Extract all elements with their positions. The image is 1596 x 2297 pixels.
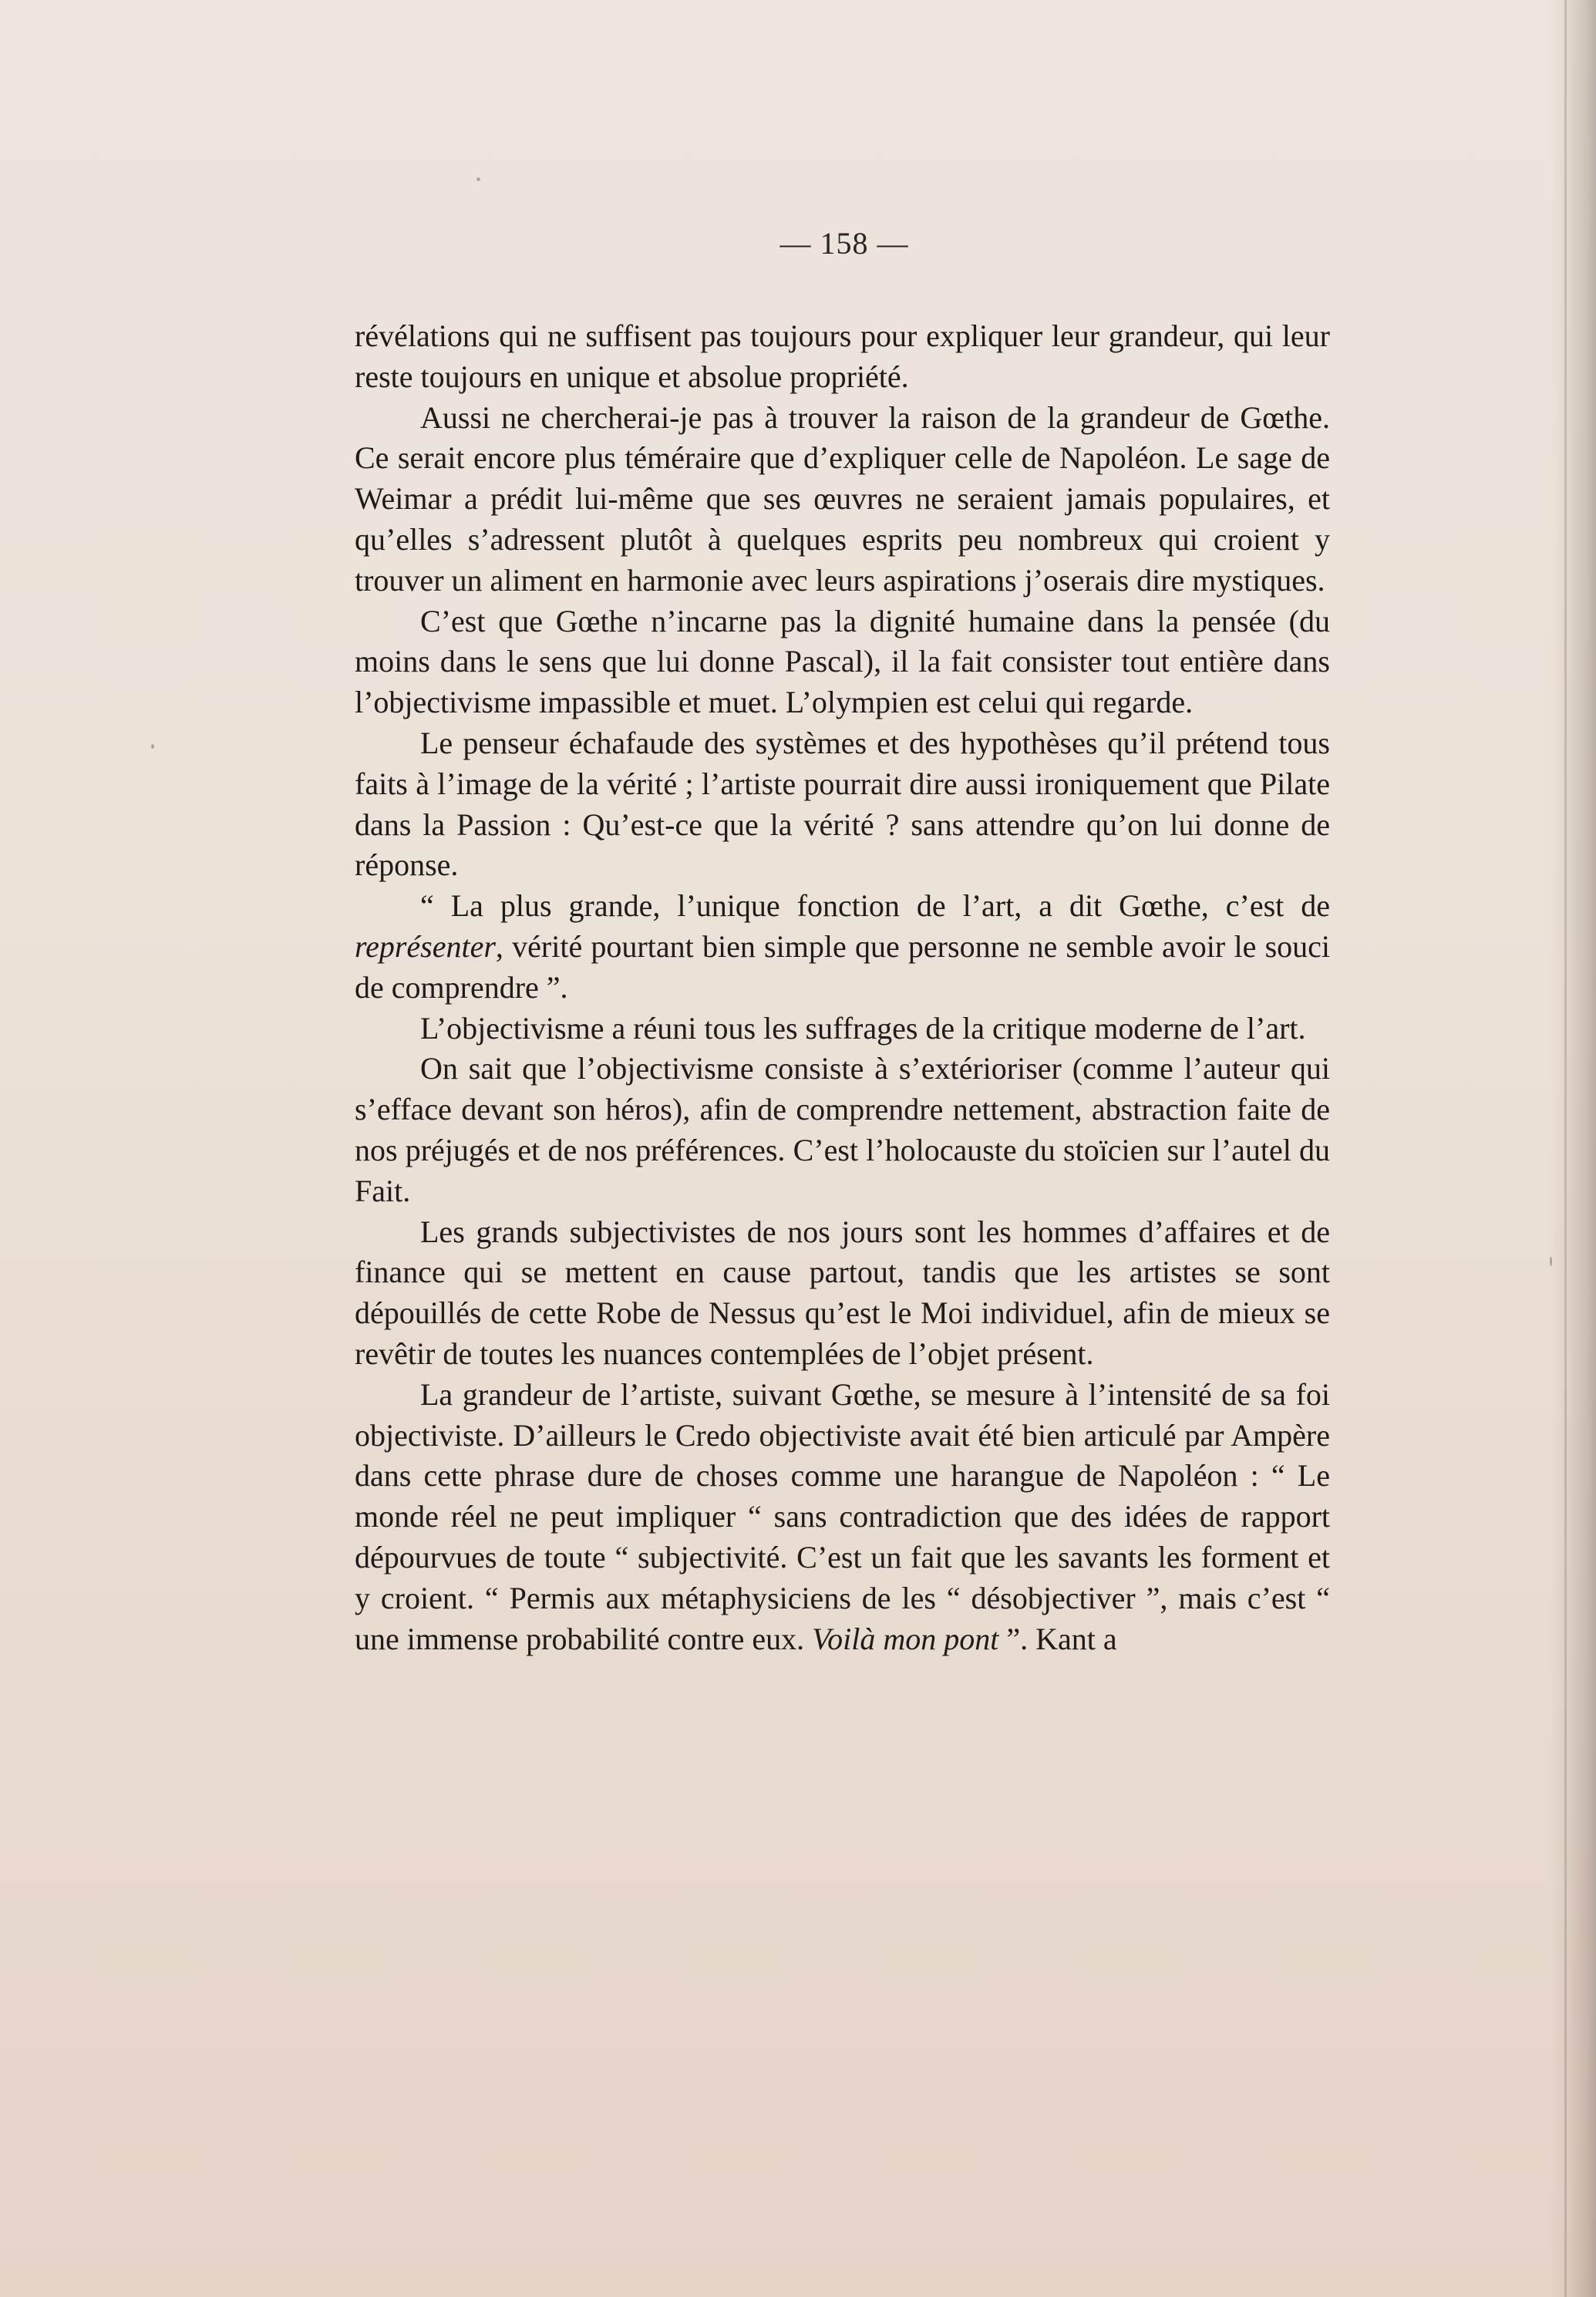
paragraph <box>355 316 1330 398</box>
paragraph <box>355 601 1330 723</box>
italic-text: Voilà mon pont <box>812 1621 999 1656</box>
text-run: C’est que Gœthe n’incarne pas la dignité humaine dans la pensée (du moins dans le sens que lui donne Pascal), il la fait consister tout entière dans l’objectivisme impassible et muet. L’olympien est celui qui regarde. <box>355 603 1330 720</box>
paragraph <box>355 398 1330 601</box>
paper-speck <box>151 744 154 749</box>
text-run: ”. Kant a <box>998 1621 1117 1656</box>
paragraph <box>355 886 1330 1008</box>
text-run: révélations qui ne suffisent pas toujours pour expliquer leur grandeur, qui leur reste toujours en unique et absolue propriété. <box>355 318 1330 394</box>
paragraph <box>355 1049 1330 1211</box>
page-binding-shadow <box>1550 0 1596 2297</box>
page-binding-line <box>1564 0 1567 2297</box>
text-run: Aussi ne chercherai-je pas à trouver la raison de la grandeur de Gœthe. Ce serait encore plus téméraire que d’expliquer celle de Napoléon. Le sage de Weimar a prédit lui-même que ses œuvres ne seraient jamais populaires, et qu’elles s’adressent plutôt à quelques esprits peu nombreux qui croient y trouver un aliment en harmonie avec leurs aspirations j’oserais dire mystiques. <box>355 399 1330 598</box>
text-run: “ La plus grande, l’unique fonction de l’art, a dit Gœthe, c’est de <box>420 888 1330 924</box>
text-run: La grandeur de l’artiste, suivant Gœthe, se mesure à l’intensité de sa foi objectiviste. D’ailleurs le Credo objectiviste avait été bien articulé par Ampère dans cette phrase dure de choses comme une harangue de Napoléon : “ Le monde réel ne peut impliquer “ sans contradiction que des idées de rapport dépourvues de toute “ subjectivité. C’est un fait que les savants les forment et y croient. “ Permis aux métaphysiciens de les “ désobjectiver ”, mais c’est “ une immense probabilité contre eux. <box>355 1376 1330 1656</box>
paragraph <box>355 723 1330 886</box>
text-run: L’objectivisme a réuni tous les suffrages de la critique moderne de l’art. <box>420 1010 1306 1046</box>
text-run: On sait que l’objectivisme consiste à s’extérioriser (comme l’auteur qui s’efface devant son héros), afin de comprendre nettement, abstraction faite de nos préjugés et de nos préférences. C’est l’holocauste du stoïcien sur l’autel du Fait. <box>355 1051 1330 1208</box>
paper-speck <box>1550 1257 1552 1266</box>
italic-text: représenter <box>355 928 496 964</box>
body-text <box>355 316 1330 1659</box>
page-number: — 158 — <box>779 226 909 261</box>
text-run: Les grands subjectivistes de nos jours sont les hommes d’affaires et de finance qui se mettent en cause partout, tandis que les artistes se sont dépouillés de cette Robe de Nessus qu’est le Moi individuel, afin de mieux se revêtir de toutes les nuances contemplées de l’objet présent. <box>355 1214 1330 1371</box>
paragraph <box>355 1009 1330 1049</box>
paragraph <box>355 1375 1330 1660</box>
text-run: , vérité pourtant bien simple que personne ne semble avoir le souci de comprendre ”. <box>355 928 1330 1005</box>
paragraph <box>355 1212 1330 1375</box>
text-run: Le penseur échafaude des systèmes et des hypothèses qu’il prétend tous faits à l’image de la vérité ; l’artiste pourrait dire aussi ironiquement que Pilate dans la Passion : Qu’est-ce que la vérité ? sans attendre qu’on lui donne de réponse. <box>355 725 1330 883</box>
paper-speck <box>476 177 480 181</box>
